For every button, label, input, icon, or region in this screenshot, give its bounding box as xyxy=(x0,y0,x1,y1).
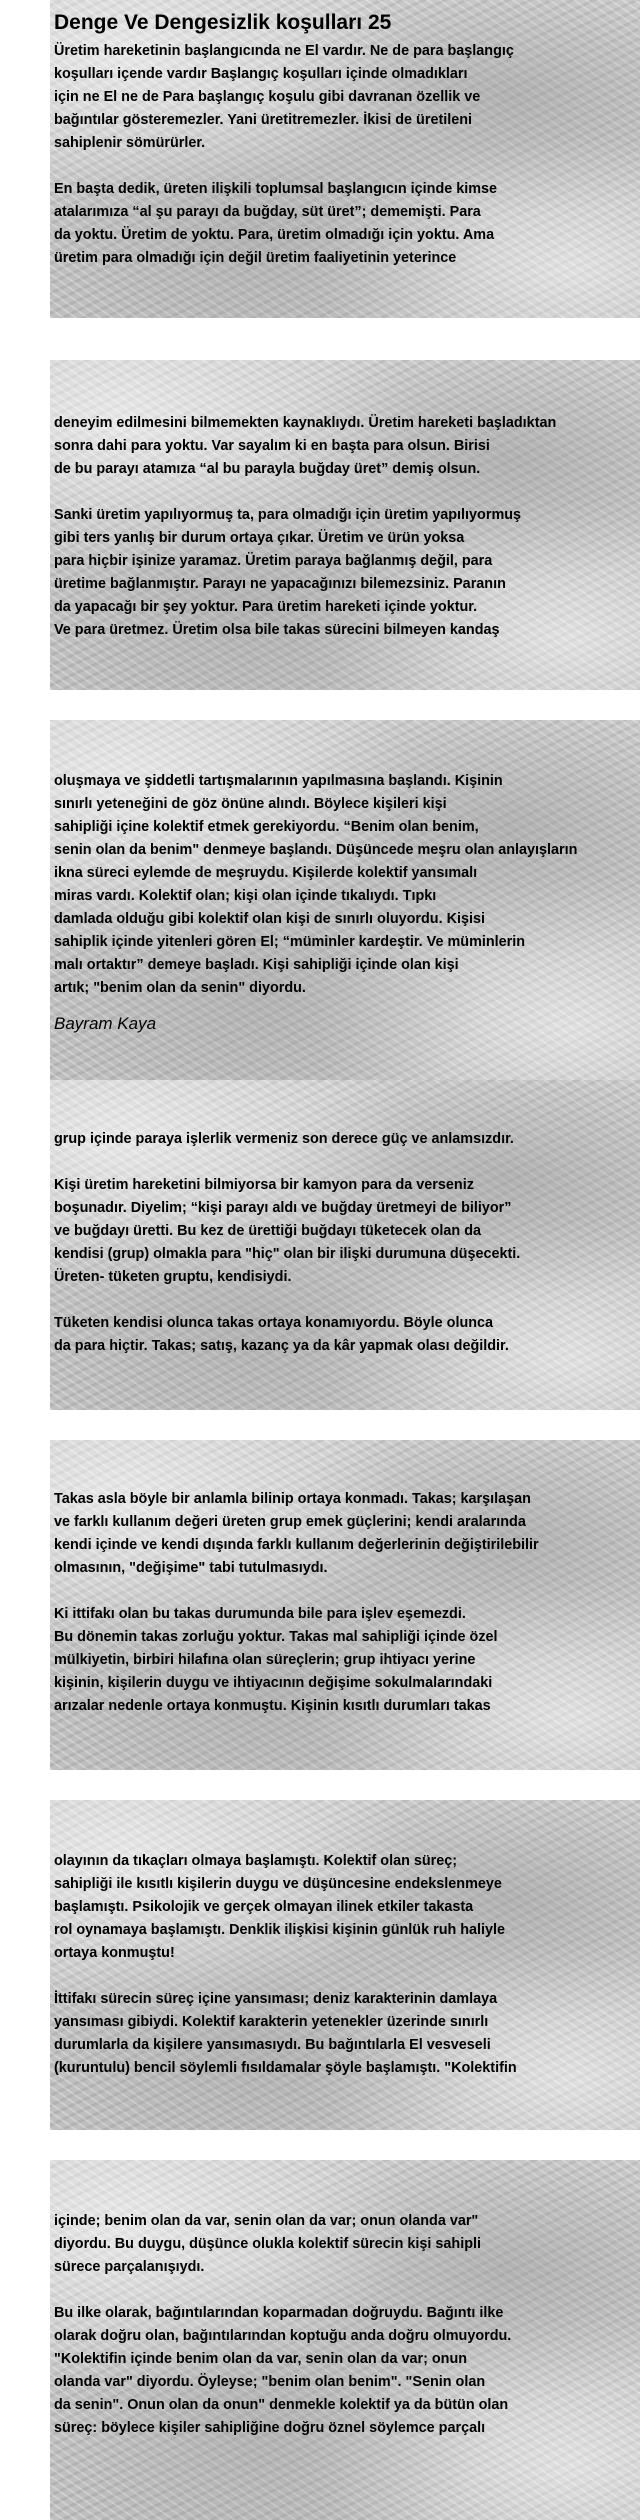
text-line: ikna süreci eylemde de meşruydu. Kişilerde kolektif yansımalı xyxy=(54,865,478,881)
text-line: sınırlı yeteneğini de göz önüne alındı. Böylece kişileri kişi xyxy=(54,796,447,812)
text-line: Ki ittifakı olan bu takas durumunda bile para işlev eşemezdi. xyxy=(54,1606,466,1622)
text-line: sahipliği içine kolektif etmek gerekiyordu. “Benim olan benim, xyxy=(54,819,479,835)
text-panel-1 xyxy=(50,0,640,318)
text-line: sonra dahi para yoktu. Var sayalım ki en başta para olsun. Birisi xyxy=(54,438,490,454)
text-line: Bu dönemin takas zorluğu yoktur. Takas mal sahipliği içinde özel xyxy=(54,1629,498,1645)
text-panel-3 xyxy=(50,720,640,1082)
text-line: sahiplenir sömürürler. xyxy=(54,135,206,151)
text-line: ortaya konmuştu! xyxy=(54,1945,175,1961)
text-line: Tüketen kendisi olunca takas ortaya konamıyordu. Böyle olunca xyxy=(54,1315,494,1331)
text-line: Ve para üretmez. Üretim olsa bile takas sürecini bilmeyen kandaş xyxy=(54,622,500,638)
text-line: Üretim hareketinin başlangıcında ne El vardır. Ne de para başlangıç xyxy=(54,43,514,59)
text-line: olayının da tıkaçları olmaya başlamıştı. Kolektif olan süreç; xyxy=(54,1853,458,1869)
paragraph xyxy=(54,1603,636,1718)
paragraph xyxy=(54,1128,636,1151)
text-line: yansıması gibiydi. Kolektif karakterin yetenekler üzerinde sınırlı xyxy=(54,2014,489,2030)
paragraph xyxy=(54,1850,636,1965)
text-line: malı ortaktır” demeye başladı. Kişi sahipliği içinde olan kişi xyxy=(54,957,459,973)
paragraph xyxy=(54,40,636,155)
text-line: için ne El ne de Para başlangıç koşulu gibi davranan özellik ve xyxy=(54,89,481,105)
text-line: Sanki üretim yapılıyormuş ta, para olmadığı için üretim yapılıyormuş xyxy=(54,507,522,523)
text-line: En başta dedik, üreten ilişkili toplumsal başlangıcın içinde kimse xyxy=(54,181,498,197)
paragraph xyxy=(54,1988,636,2080)
text-line: üretime bağlanmıştır. Parayı ne yapacağınızı bilemezsiniz. Paranın xyxy=(54,576,506,592)
text-line: sahiplik içinde yitenleri gören El; “müminler kardeştir. Ve müminlerin xyxy=(54,934,526,950)
text-line: da yapacağı bir şey yoktur. Para üretim hareketi içinde yoktur. xyxy=(54,599,478,615)
author-name: Bayram Kaya xyxy=(54,1014,157,1033)
text-line: grup içinde paraya işlerlik vermeniz son derece güç ve anlamsızdır. xyxy=(54,1131,514,1147)
paragraph xyxy=(54,1488,636,1580)
text-line: olmasının, "değişime" tabi tutulmasıydı. xyxy=(54,1560,328,1576)
text-line: kendisi (grup) olmakla para "hiç" olan bir ilişki durumuna düşecekti. xyxy=(54,1246,521,1262)
text-line: kendi içinde ve kendi dışında farklı kullanım değerlerinin değiştirilebilir xyxy=(54,1537,539,1553)
paragraph xyxy=(54,412,636,481)
text-line: senin olan da benim" denmeye başlandı. Düşüncede meşru olan anlayışların xyxy=(54,842,578,858)
text-line: boşunadır. Diyelim; “kişi parayı aldı ve buğday üretmeyi de biliyor” xyxy=(54,1200,512,1216)
text-line: sürece parçalanışıydı. xyxy=(54,2259,205,2275)
text-panel-5 xyxy=(50,1440,640,1770)
text-line: para hiçbir işinize yaramaz. Üretim paraya bağlanmış değil, para xyxy=(54,553,493,569)
text-line: olarak doğru olan, bağıntılarından koptuğu anda doğru olmuyordu. xyxy=(54,2328,512,2344)
text-line: süreç: böylece kişiler sahipliğine doğru öznel söylemce parçalı xyxy=(54,2420,486,2436)
text-line: artık; "benim olan da senin" diyordu. xyxy=(54,980,306,996)
text-line: koşulları içende vardır Başlangıç koşulları içinde olmadıkları xyxy=(54,66,468,82)
paragraph xyxy=(54,770,636,1000)
text-panel-7 xyxy=(50,2160,640,2520)
text-line: damlada olduğu gibi kolektif olan kişi de sınırlı oluyordu. Kişisi xyxy=(54,911,485,927)
text-line: mülkiyetin, birbiri hilafına olan süreçlerin; grup ihtiyacı yerine xyxy=(54,1652,476,1668)
text-line: arızalar nedenle ortaya konmuştu. Kişinin kısıtlı durumları takas xyxy=(54,1698,491,1714)
page-title: Denge Ve Dengesizlik koşulları 25 xyxy=(54,11,392,34)
text-line: deneyim edilmesini bilmemekten kaynaklıydı. Üretim hareketi başladıktan xyxy=(54,415,557,431)
text-line: Takas asla böyle bir anlamla bilinip ortaya konmadı. Takas; karşılaşan xyxy=(54,1491,531,1507)
text-line: içinde; benim olan da var, senin olan da var; onun olanda var" xyxy=(54,2213,479,2229)
text-line: bağıntılar gösteremezler. Yani üretitremezler. İkisi de üretileni xyxy=(54,112,473,128)
paragraph xyxy=(54,1312,636,1358)
paragraph xyxy=(54,504,636,642)
text-panel-4 xyxy=(50,1080,640,1410)
text-line: kişinin, kişilerin duygu ve ihtiyacının değişime sokulmalarındaki xyxy=(54,1675,493,1691)
text-line: da para hiçtir. Takas; satış, kazanç ya da kâr yapmak olası değildir. xyxy=(54,1338,509,1354)
text-line: da senin". Onun olan da onun" denmekle kolektif ya da bütün olan xyxy=(54,2397,509,2413)
text-line: "Kolektifin içinde benim olan da var, senin olan da var; onun xyxy=(54,2351,468,2367)
text-line: Bu ilke olarak, bağıntılarından koparmadan doğruydu. Bağıntı ilke xyxy=(54,2305,504,2321)
text-line: üretim para olmadığı için değil üretim faaliyetinin yeterince xyxy=(54,250,457,266)
paragraph xyxy=(54,1174,636,1289)
text-line: başlamıştı. Psikolojik ve gerçek olmayan ilinek etkiler takasta xyxy=(54,1899,474,1915)
text-line: oluşmaya ve şiddetli tartışmalarının yapılmasına başlandı. Kişinin xyxy=(54,773,503,789)
text-line: ve farklı kullanım değeri üreten grup emek güçlerini; kendi aralarında xyxy=(54,1514,526,1530)
text-line: gibi ters yanlış bir durum ortaya çıkar. Üretim ve ürün yoksa xyxy=(54,530,465,546)
text-line: atalarımıza “al şu parayı da buğday, süt üret”; dememişti. Para xyxy=(54,204,481,220)
text-line: de bu parayı atamıza “al bu parayla buğday üret” demiş olsun. xyxy=(54,461,481,477)
text-line: sahipliği ile kısıtlı kişilerin duygu ve düşüncesine endekslenmeye xyxy=(54,1876,502,1892)
text-line: rol oynamaya başlamıştı. Denklik ilişkisi kişinin günlük ruh haliyle xyxy=(54,1922,506,1938)
text-line: ve buğdayı üretti. Bu kez de ürettiği buğdayı tüketecek olan da xyxy=(54,1223,482,1239)
text-line: İttifakı sürecin süreç içine yansıması; deniz karakterinin damlaya xyxy=(54,1991,498,2007)
paragraph xyxy=(54,2210,636,2279)
text-line: da yoktu. Üretim de yoktu. Para, üretim olmadığı için yoktu. Ama xyxy=(54,227,495,243)
text-panel-6 xyxy=(50,1800,640,2130)
text-line: miras vardı. Kolektif olan; kişi olan içinde tıkalıydı. Tıpkı xyxy=(54,888,437,904)
text-line: (kuruntulu) bencil söylemli fısıldamalar şöyle başlamıştı. "Kolektifin xyxy=(54,2060,517,2076)
text-line: diyordu. Bu duygu, düşünce olukla kolektif sürecin kişi sahipli xyxy=(54,2236,482,2252)
text-line: durumlarla da kişilere yansımasıydı. Bu bağıntılarla El vesveseli xyxy=(54,2037,491,2053)
text-line: Üreten- tüketen gruptu, kendisiydi. xyxy=(54,1269,292,1285)
paragraph xyxy=(54,2302,636,2440)
text-line: olanda var" diyordu. Öyleyse; "benim olan benim". "Senin olan xyxy=(54,2374,486,2390)
text-line: Kişi üretim hareketini bilmiyorsa bir kamyon para da verseniz xyxy=(54,1177,474,1193)
paragraph xyxy=(54,178,636,270)
text-panel-2 xyxy=(50,360,640,690)
